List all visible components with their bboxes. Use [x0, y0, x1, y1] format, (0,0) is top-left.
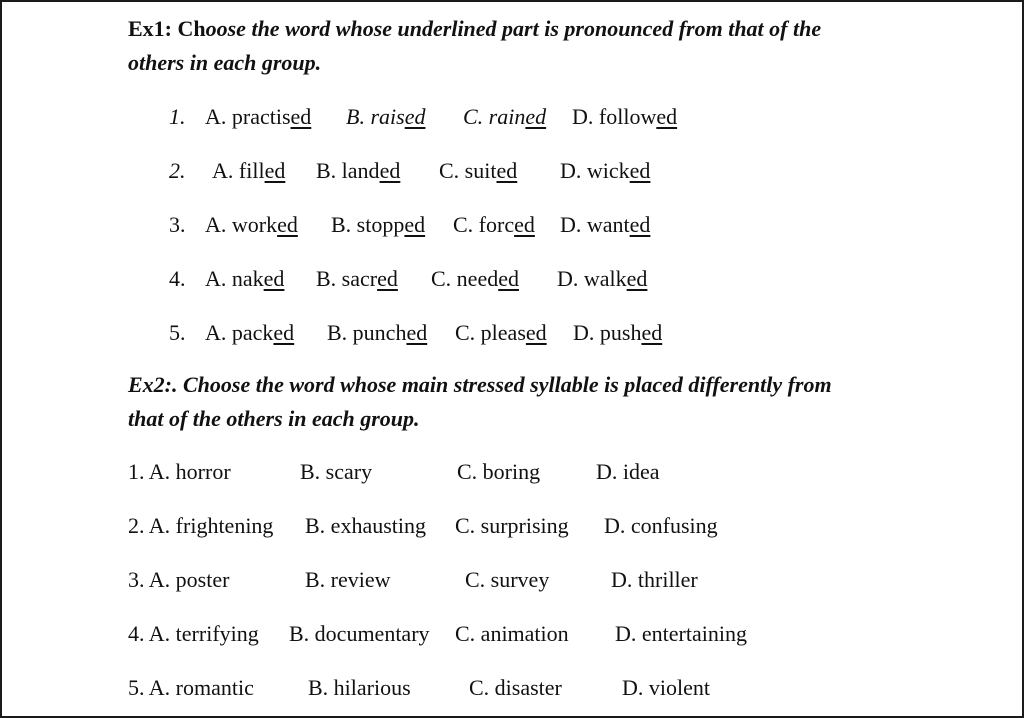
- option-a: 2. A. frightening: [128, 513, 274, 538]
- ex2-heading: [128, 368, 928, 436]
- option-c: C. forced: [453, 212, 535, 237]
- option-c: C. boring: [457, 459, 541, 484]
- option-a: A. packed: [205, 320, 295, 345]
- option-c: C. survey: [465, 567, 550, 592]
- ex1-heading-line2: others in each group.: [128, 50, 322, 75]
- option-b: B. documentary: [289, 621, 430, 646]
- item-number: 2.: [169, 158, 186, 183]
- option-d: D. followed: [572, 104, 678, 129]
- option-c: C. rained: [463, 104, 547, 129]
- option-b: B. raised: [346, 104, 426, 129]
- option-c: C. disaster: [469, 675, 562, 700]
- item-number: 5.: [169, 320, 186, 345]
- option-b: B. punched: [327, 320, 428, 345]
- option-b: B. exhausting: [305, 513, 426, 538]
- option-c: C. surprising: [455, 513, 569, 538]
- option-c: C. animation: [455, 621, 569, 646]
- option-d: D. wicked: [560, 158, 651, 183]
- option-d: D. thriller: [611, 567, 698, 592]
- ex2-heading-line1: Ex2:. Choose the word whose main stressed syllable is placed differently from: [128, 372, 832, 397]
- option-b: B. hilarious: [308, 675, 411, 700]
- option-a: 3. A. poster: [128, 567, 230, 592]
- ex1-heading-prefix: Ex1: Ch: [128, 16, 206, 41]
- option-c: C. suited: [439, 158, 518, 183]
- option-d: D. confusing: [604, 513, 718, 538]
- ex1-heading: [128, 12, 928, 80]
- option-b: B. scary: [300, 459, 373, 484]
- option-c: C. pleased: [455, 320, 547, 345]
- option-c: C. needed: [431, 266, 519, 291]
- item-number: 1.: [169, 104, 186, 129]
- option-b: B. stopped: [331, 212, 426, 237]
- ex1-heading-line1: [128, 12, 928, 46]
- option-a: A. practised: [205, 104, 312, 129]
- option-d: D. walked: [557, 266, 648, 291]
- option-d: D. entertaining: [615, 621, 747, 646]
- ex2-heading-line2: that of the others in each group.: [128, 406, 420, 431]
- option-d: D. violent: [622, 675, 710, 700]
- option-d: D. pushed: [573, 320, 663, 345]
- option-a: 1. A. horror: [128, 459, 231, 484]
- option-b: B. landed: [316, 158, 401, 183]
- option-d: D. wanted: [560, 212, 651, 237]
- option-a: 4. A. terrifying: [128, 621, 259, 646]
- option-a: A. naked: [205, 266, 285, 291]
- option-a: A. worked: [205, 212, 298, 237]
- option-a: A. filled: [212, 158, 286, 183]
- item-number: 3.: [169, 212, 186, 237]
- item-number: 4.: [169, 266, 186, 291]
- ex1-heading-rest: oose the word whose underlined part is pronounced from that of the: [205, 16, 822, 41]
- option-b: B. review: [305, 567, 391, 592]
- option-d: D. idea: [596, 459, 660, 484]
- option-b: B. sacred: [316, 266, 398, 291]
- option-a: 5. A. romantic: [128, 675, 254, 700]
